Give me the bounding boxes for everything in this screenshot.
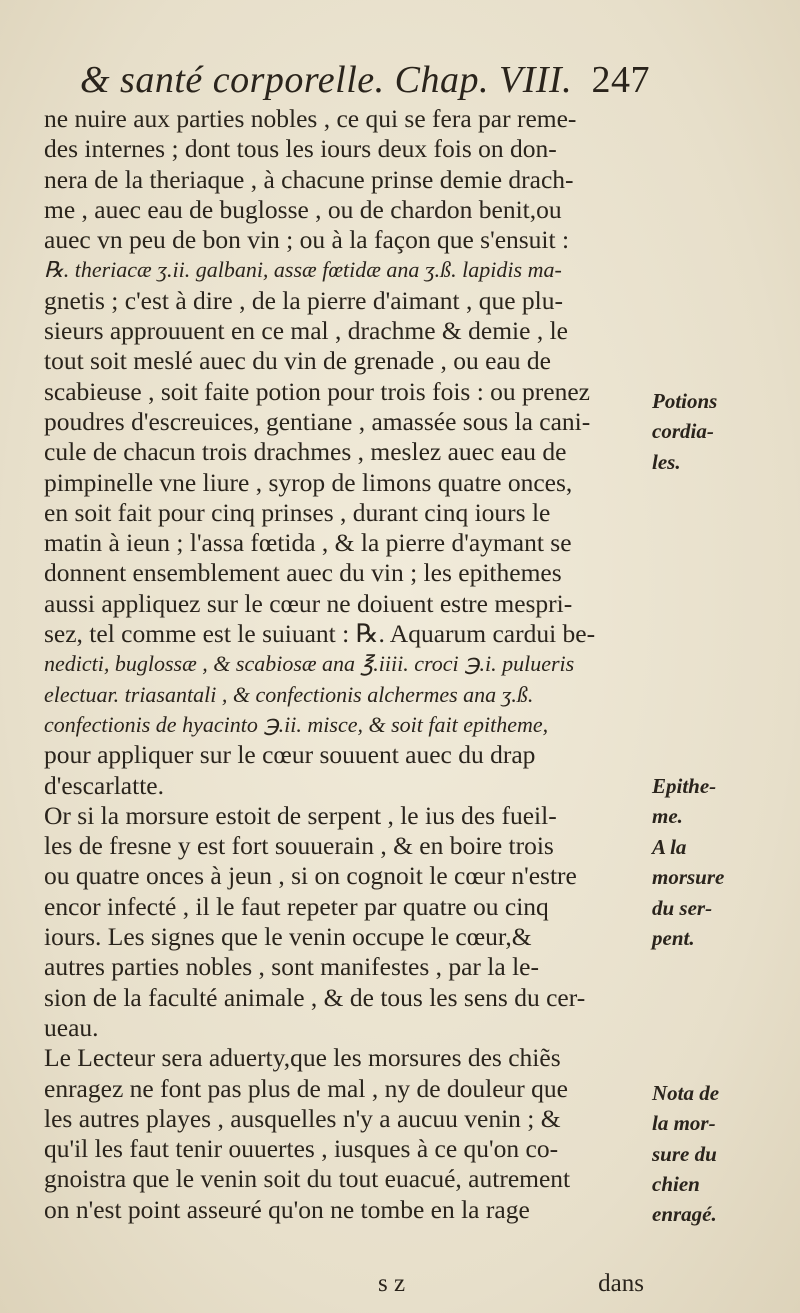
text-line: nedicti, buglossæ , & scabiosæ ana ℥.iiii. croci ℈.i. pulueris (44, 651, 575, 677)
marginal-line: Epithe- (652, 774, 717, 798)
text-line: les autres playes , ausquelles n'y a aucuu venin ; & (44, 1103, 561, 1133)
text-line: ℞. theriacæ ʒ.ii. galbani, assæ fœtidæ ana ʒ.ß. lapidis ma- (44, 257, 562, 283)
text-line: Le Lecteur sera aduerty,que les morsures des chiẽs (44, 1043, 561, 1073)
text-line: poudres d'escreuices, gentiane , amassée sous la cani- (44, 406, 591, 436)
marginal-line: sure du (652, 1141, 717, 1166)
text-line: confectionis de hyacinto ℈.ii. misce, & soit fait epitheme, (44, 711, 549, 737)
text-line: ueau. (44, 1012, 99, 1042)
text-line: les de fresne y est fort souuerain , & en boire trois (44, 831, 554, 861)
marginal-note-epitheme (652, 771, 782, 832)
marginal-line: la mor- (652, 1111, 716, 1136)
marginal-note-potions (652, 386, 782, 477)
text-line: aussi appliquez sur le cœur ne doiuent estre mespri- (44, 588, 573, 618)
text-line: Or si la morsure estoit de serpent , le ius des fueil- (44, 800, 557, 830)
text-line: cule de chacun trois drachmes , meslez auec eau de (44, 437, 567, 467)
marginal-line: Potions (652, 389, 718, 413)
text-line: pimpinelle vne liure , syrop de limons quatre onces, (44, 467, 573, 497)
page-number: 247 (591, 59, 650, 101)
marginal-line: A la (652, 835, 687, 859)
text-line: donnent ensemblement auec du vin ; les epithemes (44, 558, 562, 588)
text-line: auec vn peu de bon vin ; ou à la façon que s'ensuit : (44, 225, 570, 255)
text-line: electuar. triasantali , & confectionis alchermes ana ʒ.ß. (44, 681, 534, 707)
text-line: matin à ieun ; l'assa fœtida , & la pierre d'aymant se (44, 528, 572, 558)
marginal-line: enragé. (652, 1202, 717, 1227)
text-line: sieurs approuuent en ce mal , drachme & demie , le (44, 316, 568, 346)
text-line: iours. Les signes que le venin occupe le cœur,& (44, 922, 532, 952)
text-line: pour appliquer sur le cœur souuent auec du drap (44, 740, 536, 770)
text-line: gnetis ; c'est à dire , de la pierre d'aimant , que plu- (44, 285, 564, 315)
catchword: dans (598, 1270, 644, 1297)
marginal-line: du ser- (652, 895, 713, 920)
signature-mark: s z (378, 1270, 406, 1297)
text-line: sion de la faculté animale , & de tous les sens du cer- (44, 982, 586, 1012)
text-line: me , auec eau de buglosse , ou de chardon benit,ou (44, 194, 562, 224)
marginal-line: morsure (652, 865, 725, 890)
text-line: autres parties nobles , sont manifestes , par la le- (44, 952, 539, 982)
text-line: nera de la theriaque , à chacune prinse demie drach- (44, 164, 574, 194)
body-text (44, 104, 644, 1225)
marginal-line: Nota de (652, 1081, 720, 1105)
text-line: scabieuse , soit faite potion pour trois fois : ou prenez (44, 376, 590, 406)
marginal-line: les. (652, 449, 681, 474)
marginal-note-serpent (652, 832, 782, 953)
marginal-line: cordia- (652, 419, 714, 444)
marginal-line: me. (652, 804, 683, 829)
text-line: qu'il les faut tenir ouuertes , iusques à ce qu'on co- (44, 1134, 559, 1164)
text-line: gnoistra que le venin soit du tout euacué, autrement (44, 1164, 571, 1194)
running-title: & santé corporelle. Chap. VIII. (80, 59, 573, 101)
text-line: on n'est point asseuré qu'on ne tombe en la rage (44, 1194, 530, 1224)
text-line: ne nuire aux parties nobles , ce qui se fera par reme- (44, 104, 577, 133)
text-line: sez, tel comme est le suiuant : ℞. Aquarum cardui be- (44, 619, 596, 649)
text-line: des internes ; dont tous les iours deux fois on don- (44, 134, 557, 164)
text-line: enragez ne font pas plus de mal , ny de douleur que (44, 1073, 568, 1103)
text-line: en soit fait pour cinq prinses , durant cinq iours le (44, 497, 551, 527)
text-line: d'escarlatte. (44, 770, 164, 800)
page-footer (378, 1270, 658, 1298)
marginal-note-chien (652, 1078, 782, 1229)
text-line: ou quatre onces à jeun , si on cognoit le cœur n'estre (44, 861, 577, 891)
text-line: tout soit meslé auec du vin de grenade , ou eau de (44, 346, 551, 376)
marginal-line: chien (652, 1171, 700, 1196)
text-line: encor infecté , il le faut repeter par quatre ou cinq (44, 891, 549, 921)
running-header (80, 58, 650, 108)
marginal-line: pent. (652, 925, 695, 950)
